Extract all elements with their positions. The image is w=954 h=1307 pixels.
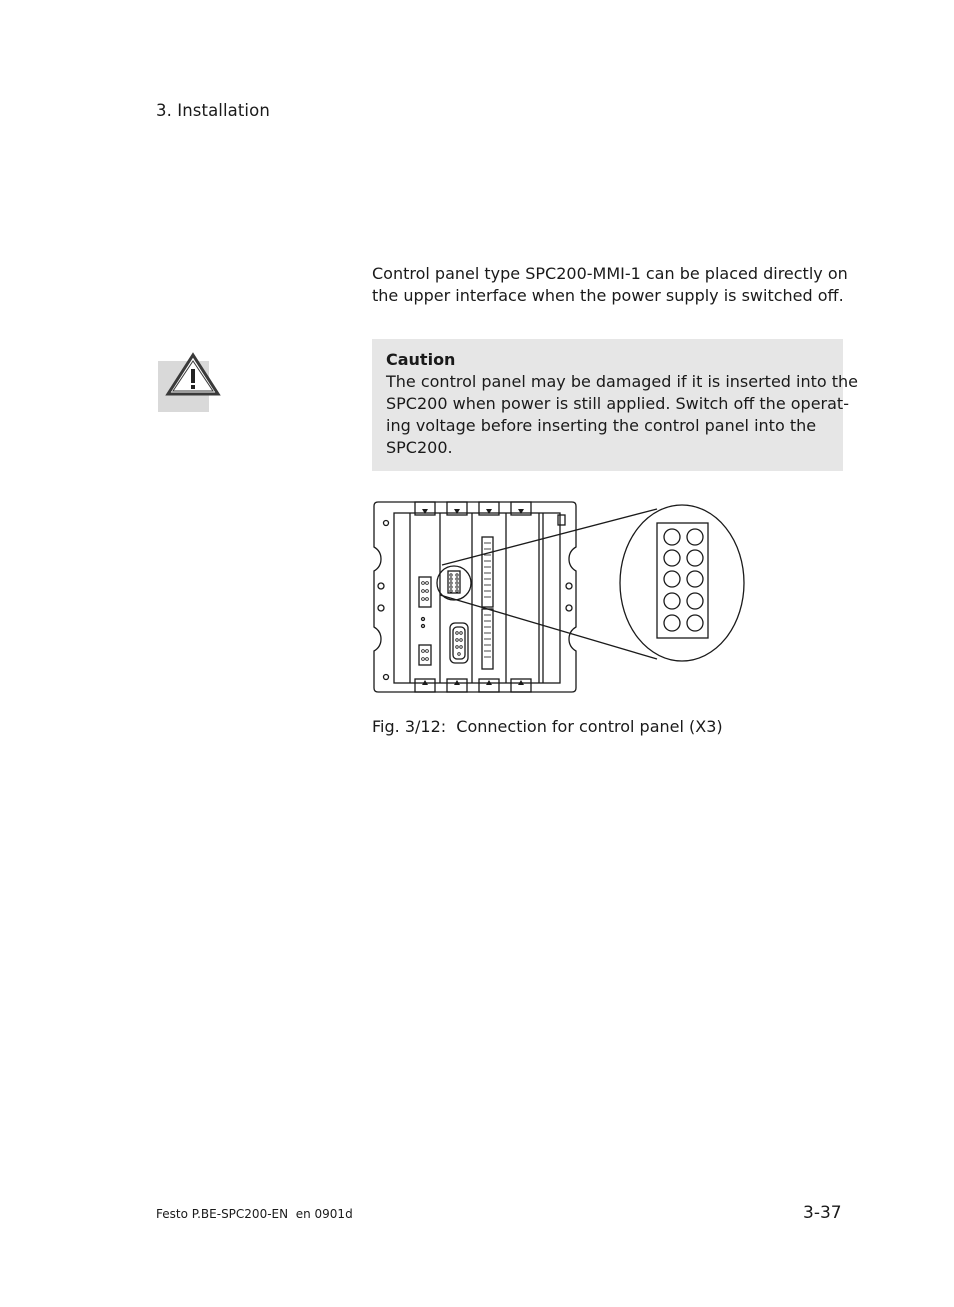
caution-line: SPC200 when power is still applied. Switch off the operat- — [386, 394, 849, 413]
warning-icon-box — [158, 361, 209, 412]
intro-line: Control panel type SPC200-MMI-1 can be placed directly on — [372, 264, 848, 283]
figure-caption: Fig. 3/12: Connection for control panel (X3) — [372, 717, 723, 736]
caution-box — [372, 339, 859, 471]
caution-line: SPC200. — [386, 438, 453, 457]
control-panel-connection-figure — [372, 499, 752, 703]
section-heading: 3. Installation — [156, 101, 270, 120]
spc200-diagram — [372, 499, 752, 699]
caution-line: ing voltage before inserting the control panel into the — [386, 416, 817, 435]
intro-line: the upper interface when the power supply is switched off. — [372, 286, 844, 305]
footer-document-id: Festo P.BE-SPC200-EN en 0901d — [156, 1207, 353, 1221]
caution-text — [386, 371, 859, 459]
page-number: 3-37 — [803, 1203, 842, 1223]
caution-line: The control panel may be damaged if it is inserted into the — [386, 372, 859, 391]
caution-title: Caution — [386, 350, 456, 369]
intro-paragraph — [372, 263, 848, 307]
warning-triangle-icon — [166, 352, 220, 398]
